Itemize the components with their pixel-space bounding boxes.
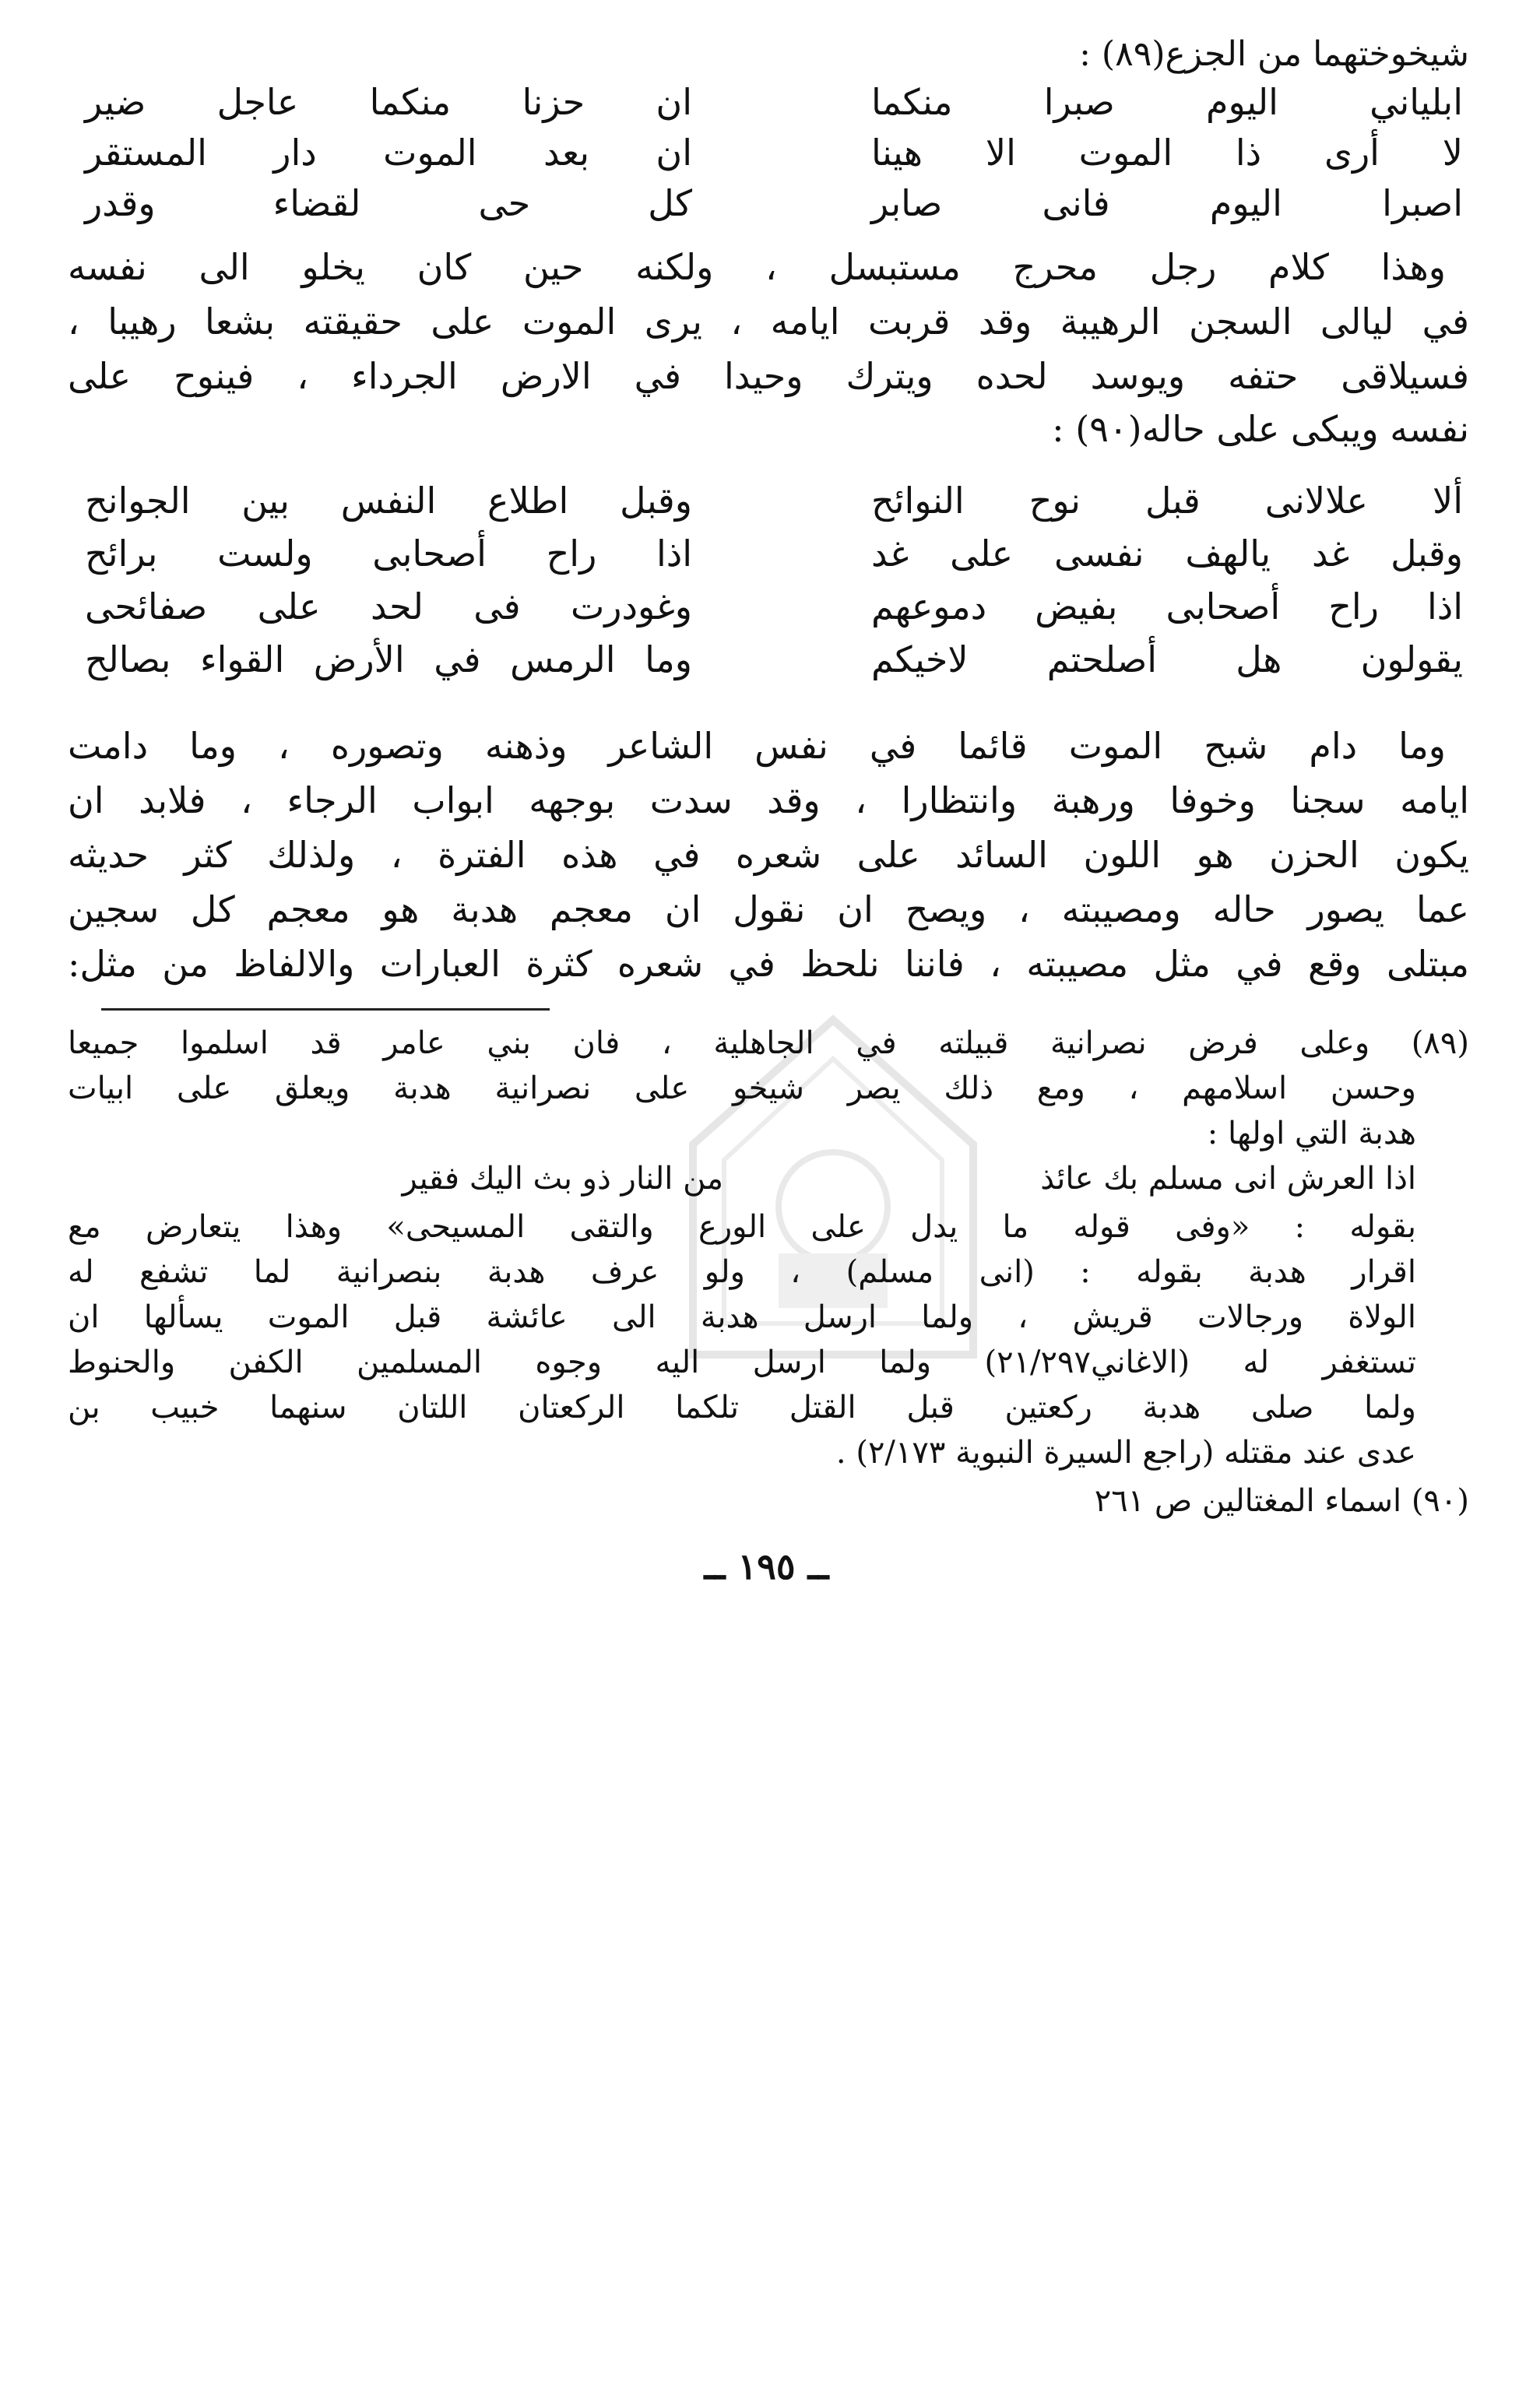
footnote-89-line3: هدبة التي اولها : [1207, 1116, 1416, 1151]
footnote-89-line2: وحسن اسلامهم ، ومع ذلك يصر شيخو على نصرانية هدبة ويعلق على ابيات [68, 1070, 1416, 1106]
poem2-line4-left: وما الرمس في الأرض القواء بصالح [85, 638, 692, 680]
footnote-89-line1: (٨٩) وعلى فرض نصرانية قبيلته في الجاهلية ، فان بني عامر قد اسلموا جميعا [68, 1025, 1469, 1061]
footnote-89b-line4: تستغفر له (الاغاني٢١/٢٩٧) ولما ارسل اليه وجوه المسلمين الكفن والحنوط [68, 1345, 1416, 1380]
poem2-line3-right: اذا راح أصحابى بفيض دموعهم [871, 585, 1463, 627]
footnote-divider [101, 1008, 550, 1011]
intro-line: شيخوختهما من الجزع(٨٩) : [1079, 34, 1469, 74]
poem2-line2-right: وقبل غد يالهف نفسى على غد [871, 533, 1463, 575]
para1-line1: وهذا كلام رجل محرج مستبسل ، ولكنه حين كان يخلو الى نفسه [68, 246, 1446, 288]
para2-line1: وما دام شبح الموت قائما في نفس الشاعر وذهنه وتصوره ، وما دامت [68, 725, 1446, 767]
poem2-line1-left: وقبل اطلاع النفس بين الجوانح [85, 480, 692, 522]
footnote-89b-line2: اقرار هدبة بقوله : (انى مسلم) ، ولو عرف هدبة بنصرانية لما تشفع له [68, 1254, 1416, 1290]
footnote-89b-line5: ولما صلى هدبة ركعتين قبل القتل تلكما الركعتان اللتان سنهما خبيب بن [68, 1390, 1416, 1425]
para2-line5: مبتلى وقع في مثل مصيبته ، فاننا نلحظ في شعره كثرة العبارات والالفاظ من مثل: [68, 943, 1469, 985]
footnote-89b-line6: عدى عند مقتله (راجع السيرة النبوية ٢/١٧٣) . [835, 1435, 1416, 1471]
poem1-line3-left: كل حى لقضاء وقدر [85, 182, 692, 224]
poem2-line3-left: وغودرت فى لحد على صفائحى [85, 585, 692, 627]
para1-line4: نفسه ويبكى على حاله(٩٠) : [1052, 408, 1469, 450]
poem1-line3-right: اصبرا اليوم فانى صابر [871, 182, 1463, 224]
poem2-line2-left: اذا راح أصحابى ولست برائح [85, 533, 692, 575]
poem1-line1-right: ابلياني اليوم صبرا منكما [871, 81, 1463, 123]
footnote-90: (٩٠) اسماء المغتالين ص ٢٦١ [1094, 1483, 1469, 1519]
para2-line4: عما يصور حاله ومصيبته ، ويصح ان نقول ان معجم هدبة هو معجم كل سجين [68, 888, 1469, 930]
footnote-verse-left: من النار ذو بث اليك فقير [402, 1161, 723, 1197]
para1-line3: فسيلاقى حتفه ويوسد لحده ويترك وحيدا في الارض الجرداء ، فينوح على [68, 355, 1469, 397]
page-number: ــ ١٩٥ ــ [704, 1545, 829, 1587]
para1-line2: في ليالى السجن الرهيبة وقد قربت ايامه ، يرى الموت على حقيقته بشعا رهيبا ، [68, 301, 1469, 343]
poem1-line2-left: ان بعد الموت دار المستقر [85, 132, 692, 174]
para2-line3: يكون الحزن هو اللون السائد على شعره في هذه الفترة ، ولذلك كثر حديثه [68, 834, 1469, 876]
poem2-line1-right: ألا علالانى قبل نوح النوائح [871, 480, 1463, 522]
footnote-89b-line1: بقوله : «وفى قوله ما يدل على الورع والتقى المسيحى» وهذا يتعارض مع [68, 1209, 1416, 1245]
footnote-verse-right: اذا العرش انى مسلم بك عائذ [1040, 1161, 1416, 1197]
poem2-line4-right: يقولون هل أصلحتم لاخيكم [871, 638, 1463, 680]
footnote-89b-line3: الولاة ورجالات قريش ، ولما ارسل هدبة الى عائشة قبل الموت يسألها ان [68, 1299, 1416, 1335]
poem1-line2-right: لا أرى ذا الموت الا هينا [871, 132, 1463, 174]
para2-line2: ايامه سجنا وخوفا ورهبة وانتظارا ، وقد سدت بوجهه ابواب الرجاء ، فلابد ان [68, 779, 1469, 821]
poem1-line1-left: ان حزنا منكما عاجل ضير [85, 81, 692, 123]
